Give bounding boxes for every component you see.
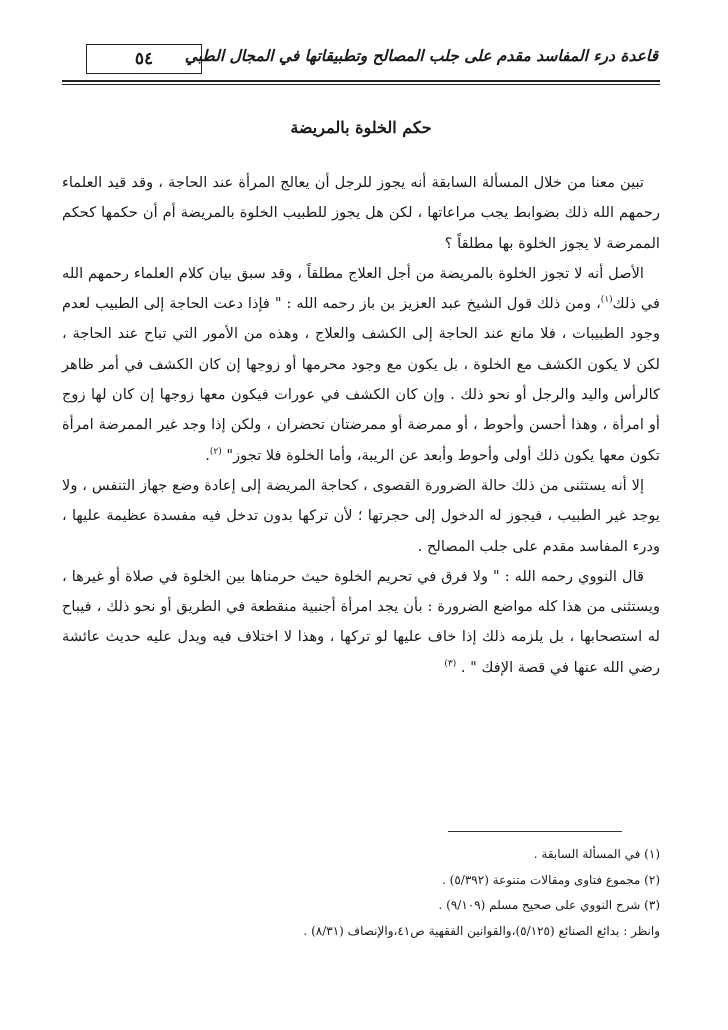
footnote-3: (٣) شرح النووي على صحيح مسلم (٩/١٠٩) . bbox=[438, 898, 660, 912]
paragraph-3-text: إلا أنه يستثنى من ذلك حالة الضرورة القصوى ، كحاجة المريضة إلى إعادة وضع جهاز التنفس ، ولا يوجد غير الطبيب ، فيجوز له الدخول إلى حجرتها ؛ لأن تركها بدون تدخل فيه مفسدة عظيمة عليها ، ودرء المفاسد مقدم على جلب المصالح . bbox=[62, 476, 660, 555]
footnote-see-also: وانظر : بدائع الصنائع (٥/١٢٥)،والقوانين الفقهية ص٤١،والإنصاف (٨/٣١) . bbox=[303, 923, 660, 938]
paragraph-4-text: قال النووي رحمه الله : " ولا فرق في تحريم الخلوة حيث حرمناها بين الخلوة في صلاة أو غيرها ، ويستثنى من هذا كله مواضع الضرورة : بأن يجد امرأة أجنبية منقطعة في الطريق أو نحو ذلك ، فيباح له استصحابها ، بل يلزمه ذلك إذا خاف عليها لو تركها ، وهذا لا اختلاف فيه ويدل عليه حديث عائشة رضي الله عنها في قصة الإفك " . bbox=[62, 567, 660, 676]
running-title: قاعدة درء المفاسد مقدم على جلب المصالح وتطبيقاتها في المجال الطبي bbox=[184, 46, 658, 65]
section-heading: حكم الخلوة بالمريضة bbox=[290, 118, 432, 137]
footnote-ref-3: (٣) bbox=[444, 658, 457, 669]
paragraph-2-text-c: . bbox=[205, 446, 210, 464]
footnotes bbox=[62, 842, 660, 944]
header-rule bbox=[62, 80, 660, 82]
paragraph-1-text: تبين معنا من خلال المسألة السابقة أنه يجوز للرجل أن يعالج المرأة عند الحاجة ، وقد قيد العلماء رحمهم الله ذلك بضوابط يجب مراعاتها ، لكن هل يجوز للطبيب الخلوة بالمريضة أم أن حكمها كحكم الممرضة لا يجوز الخلوة بها مطلقاً ؟ bbox=[62, 174, 660, 252]
paragraph-3 bbox=[62, 471, 660, 562]
footnote-ref-2: (٢) bbox=[209, 446, 222, 457]
header-rule-thin bbox=[62, 84, 660, 85]
page-number: ٥٤ bbox=[86, 44, 202, 74]
paragraph-1 bbox=[62, 168, 660, 259]
paragraph-4 bbox=[62, 562, 660, 683]
footnote-2: (٢) مجموع فتاوى ومقالات متنوعة (٥/٣٩٢) . bbox=[442, 872, 660, 887]
body-text bbox=[62, 168, 660, 683]
paragraph-2 bbox=[62, 259, 660, 471]
footnote-1: (١) في المسألة السابقة . bbox=[533, 847, 660, 861]
page-header bbox=[62, 40, 660, 82]
paragraph-2-text-b: ، ومن ذلك قول الشيخ عبد العزيز بن باز رحمه الله : " فإذا دعت الحاجة إلى الطبيب لعدم وجود الطبيبات ، فلا مانع عند الحاجة إلى الكشف والعلاج ، وهذه من الأمور التي تباح عند الحاجة ، لكن لا يكون الكشف مع الخلوة ، بل يكون مع وجود محرمها أو زوجها إن كان الكشف في أمر ظاهر كالرأس واليد والرجل أو نحو ذلك . وإن كان الكشف في عورات فيكون معها زوجها إن كان لها زوج أو امرأة ، وهذا أحسن وأحوط ، أو ممرضة أو ممرضتان تحضران ، ولكن إذا وجد غير الممرضة امرأة تكون معها يكون ذلك أولى وأحوط وأبعد عن الريبة، وأما الخلوة فلا تجوز" bbox=[62, 295, 660, 464]
footnote-separator bbox=[448, 831, 622, 832]
footnote-ref-1: (١) bbox=[600, 295, 613, 306]
paragraph-2-text-a: الأصل أنه لا تجوز الخلوة بالمريضة من أجل العلاج مطلقاً ، وقد سبق بيان كلام العلماء رحمهم الله في ذلك bbox=[62, 264, 660, 313]
